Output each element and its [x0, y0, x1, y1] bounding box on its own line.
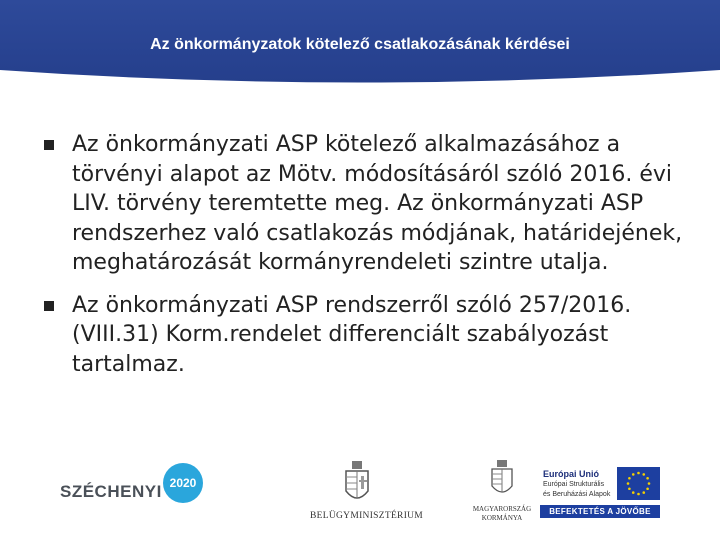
coat-of-arms-icon [343, 461, 371, 507]
magyarorszag-kormanya-logo [472, 505, 532, 523]
eu-slogan-bar: BEFEKTETÉS A JÖVŐBE [540, 505, 660, 518]
bullet-list [44, 130, 684, 392]
bullet-item [44, 291, 684, 380]
bullet-square-icon [44, 140, 54, 150]
bullet-text: Az önkormányzati ASP rendszerről szóló 257/2016. (VIII.31) Korm.rendelet differenciált szabályozást tartalmaz. [72, 292, 632, 377]
eu-subtitle-1: Európai Strukturális [543, 481, 605, 488]
eu-logo [540, 465, 660, 505]
bullet-text: Az önkormányzati ASP kötelező alkalmazásához a törvényi alapot az Mötv. módosításáról szóló 2016. évi LIV. törvény teremtette meg. Az önkormányzati ASP rendszerhez való csatlakozás módjának, határidejének, meghatározását kormányrendeleti szintre utalja. [72, 132, 683, 275]
slide-header [0, 0, 720, 95]
belugyminiszterium-logo-text: BELÜGYMINISZTÉRIUM [310, 511, 424, 521]
eu-title: Európai Unió [543, 469, 599, 479]
mk-line1: MAGYARORSZÁG [472, 505, 532, 513]
szechenyi-logo-text: SZÉCHENYI [60, 482, 162, 501]
bullet-item [44, 130, 684, 278]
logo-strip [0, 455, 720, 540]
slide-title: Az önkormányzatok kötelező csatlakozásának kérdései [150, 36, 570, 53]
coat-of-arms-icon [490, 460, 514, 500]
eu-subtitle-2: és Beruházási Alapok [543, 491, 611, 498]
mk-line2: KORMÁNYA [481, 514, 523, 522]
szechenyi-2020-logo: 2020 [163, 463, 203, 503]
eu-flag-icon [617, 467, 660, 500]
bullet-square-icon [44, 301, 54, 311]
